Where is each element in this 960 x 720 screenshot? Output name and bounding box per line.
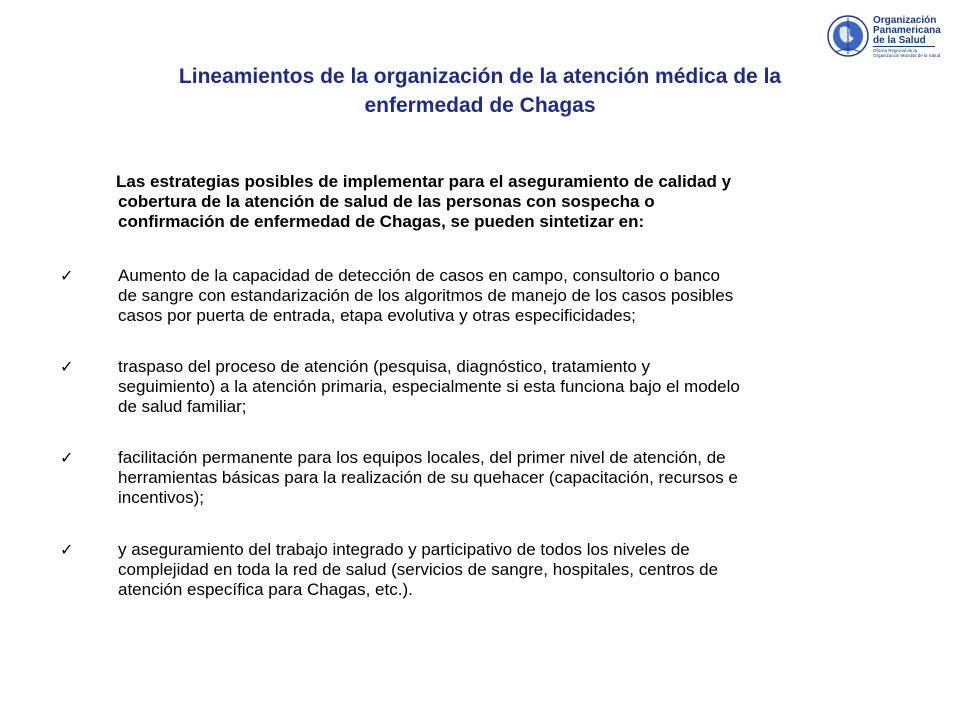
intro-line: Las estrategias posibles de implementar para el aseguramiento de calidad y	[116, 172, 732, 191]
bullet-text	[118, 540, 918, 600]
logo-subtitle-line: Organización Mundial de la Salud	[873, 53, 941, 58]
intro-line: confirmación de enfermedad de Chagas, se pueden sintetizar en:	[118, 212, 645, 231]
bullet-line: complejidad en toda la red de salud (servicios de sangre, hospitales, centros de	[118, 560, 719, 579]
logo-name-line: Organización	[873, 15, 937, 26]
bullet-line: de salud familiar;	[118, 397, 247, 416]
bullet-line: de sangre con estandarización de los algoritmos de manejo de los casos posibles	[118, 286, 734, 305]
bullet-text	[118, 448, 918, 508]
checkmark-icon: ✓	[60, 357, 74, 376]
bullet-line: incentivos);	[118, 488, 204, 507]
checkmark-icon: ✓	[60, 266, 74, 285]
bullet-text	[118, 357, 918, 417]
bullet-line: seguimiento) a la atención primaria, especialmente si esta funciona bajo el modelo	[118, 377, 740, 396]
bullet-line: Aumento de la capacidad de detección de casos en campo, consultorio o banco	[118, 266, 721, 285]
logo-divider	[873, 46, 935, 47]
bullet-line: casos por puerta de entrada, etapa evolutiva y otras especificidades;	[118, 306, 636, 325]
logo-subtitle	[873, 48, 953, 58]
paho-emblem-icon	[826, 14, 870, 58]
intro-line: cobertura de la atención de salud de las personas con sospecha o	[118, 192, 655, 211]
bullet-line: herramientas básicas para la realización de su quehacer (capacitación, recursos e	[118, 468, 738, 487]
bullet-text	[118, 266, 918, 326]
logo-subtitle-line: Oficina Regional de la	[873, 48, 918, 53]
slide-title-line: Lineamientos de la organización de la atención médica de la	[178, 65, 782, 88]
checkmark-icon: ✓	[60, 448, 74, 467]
checkmark-icon: ✓	[60, 540, 74, 559]
logo-name-line: de la Salud	[873, 35, 926, 46]
bullet-line: atención específica para Chagas, etc.).	[118, 580, 413, 599]
logo-name	[873, 16, 943, 46]
slide-title-line: enfermedad de Chagas	[364, 94, 596, 117]
slide-title	[60, 62, 900, 120]
logo-name-line: Panamericana	[873, 25, 941, 36]
bullet-line: traspaso del proceso de atención (pesquisa, diagnóstico, tratamiento y	[118, 357, 651, 376]
intro-paragraph	[118, 172, 908, 232]
paho-logo	[826, 14, 941, 58]
bullet-line: facilitación permanente para los equipos locales, del primer nivel de atención, de	[118, 448, 726, 467]
bullet-line: y aseguramiento del trabajo integrado y participativo de todos los niveles de	[118, 540, 690, 559]
